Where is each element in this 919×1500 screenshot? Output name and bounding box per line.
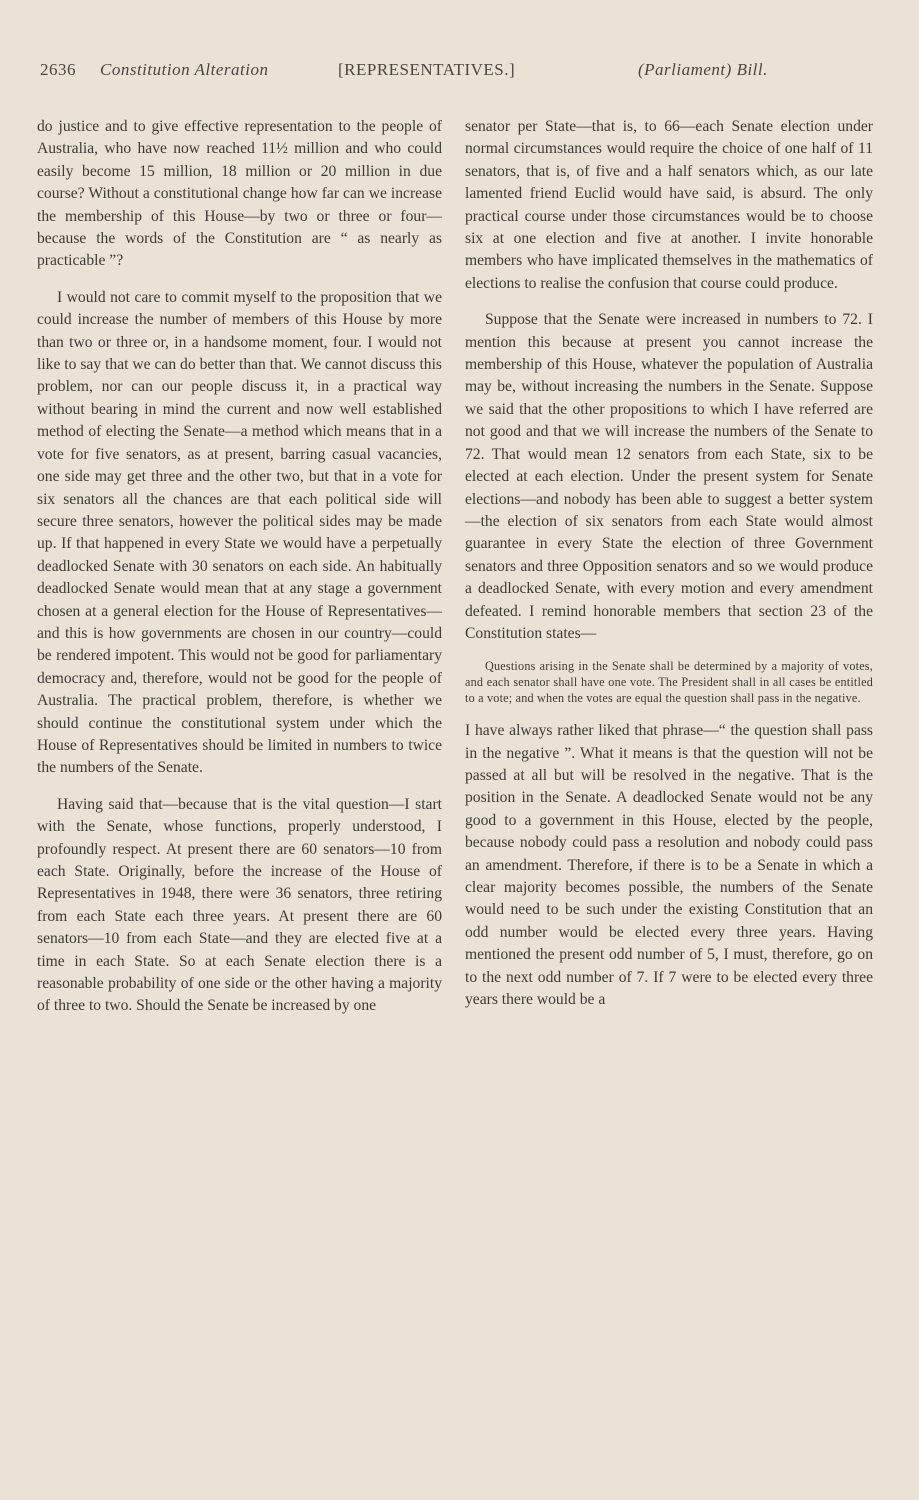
paragraph: Having said that—because that is the vital question—I start with the Senate, whose functions, properly understood, I profoundly respect. At present there are 60 senators—10 from each State. Originally, before the increase of the House of Representatives in 1948, there were 36 senators, three retiring from each State each three years. At present there are 60 senators—10 from each State—and they are elected five at a time in each State. So at each Senate election there is a reasonable probability of one side or the other having a majority of three to two. Should the Senate be increased by one bbox=[37, 795, 442, 1015]
paragraph: I would not care to commit myself to the proposition that we could increase the number of members of this House by more than two or three or, in a handsome moment, four. I would not like to say that we can do better than that. We cannot discuss this problem, nor can our people discuss it, in a practical way without bearing in mind the current and now well established method of electing the Senate—a method which means that in a vote for five senators, as at present, barring casual vacancies, one side may get three and the other two, but that in a vote for six senators all the chances are that each political side will secure three senators, however the political sides may be made up. If that happened in every State we would have a perpetually deadlocked Senate with 30 senators on each side. An habitually deadlocked Senate would mean that at any stage a government chosen at a general election for the House of Representatives—and this is how governments are chosen in our country—could be rendered impotent. This would not be good for parliamentary democracy and, therefore, would not be good for the people of Australia. The practical problem, therefore, is whether we should continue the constitutional system under which the House of Representatives should be limited in numbers to twice the numbers of the Senate. bbox=[37, 288, 442, 777]
paragraph: do justice and to give effective representation to the people of Australia, who have now reached 11½ million and who could easily become 15 million, 18 million or 20 million in due course? Without a constitutional change how far can we increase the membership of this House—by two or three or four—because the words of the Constitution are “ as nearly as practicable ”? bbox=[37, 118, 442, 270]
left-column bbox=[37, 116, 442, 1032]
right-column bbox=[465, 116, 873, 1025]
paragraph: Suppose that the Senate were increased in numbers to 72. I mention this because at present you cannot increase the membership of this House, whatever the population of Australia may be, without increasing the numbers in the Senate. Suppose we said that the other propositions to which I have referred are not good and that we will increase the numbers of the Senate to 72. That would mean 12 senators from each State, six to be elected at each election. Under the present system for Senate elections—and nobody has been able to suggest a better system—the election of six senators from each State would almost guarantee in every State the election of three Government senators and three Opposition senators and so we would produce a deadlocked Senate, with every motion and every amendment defeated. I remind honorable members that section 23 of the Constitution states— bbox=[465, 311, 873, 642]
paragraph: I have always rather liked that phrase—“ the question shall pass in the negative ”. What it means is that the question will not be passed at all but will be resolved in the negative. That is the position in the Senate. A deadlocked Senate would not be any good to a government in this House, elected by the people, because nobody could pass a resolution and nobody could pass an amendment. Therefore, if there is to be a Senate in which a clear majority becomes possible, the numbers of the Senate would need to be such under the existing Constitution that an odd number would be elected every three years. Having mentioned the present odd number of 5, I must, therefore, go on to the next odd number of 7. If 7 were to be elected every three years there would be a bbox=[465, 722, 873, 1008]
paragraph: senator per State—that is, to 66—each Senate election under normal circumstances would require the choice of one half of 11 senators, that is, of five and a half senators which, as our late lamented friend Euclid would have said, is absurd. The only practical course under those circumstances would be to choose six at one election and five at another. I invite honorable members who have implicated themselves in the mathematics of elections to realise the confusion that course could produce. bbox=[465, 118, 873, 292]
block-quote: Questions arising in the Senate shall be determined by a majority of votes, and each senator shall have one vote. The President shall in all cases be entitled to a vote; and when the votes are equal the question shall pass in the negative. bbox=[465, 659, 873, 705]
running-head bbox=[38, 60, 859, 90]
page-number: 2636 bbox=[40, 60, 76, 79]
header-right-title: (Parliament) Bill. bbox=[638, 60, 768, 79]
header-center-title: [REPRESENTATIVES.] bbox=[338, 60, 516, 79]
header-left-title: Constitution Alteration bbox=[100, 60, 269, 79]
